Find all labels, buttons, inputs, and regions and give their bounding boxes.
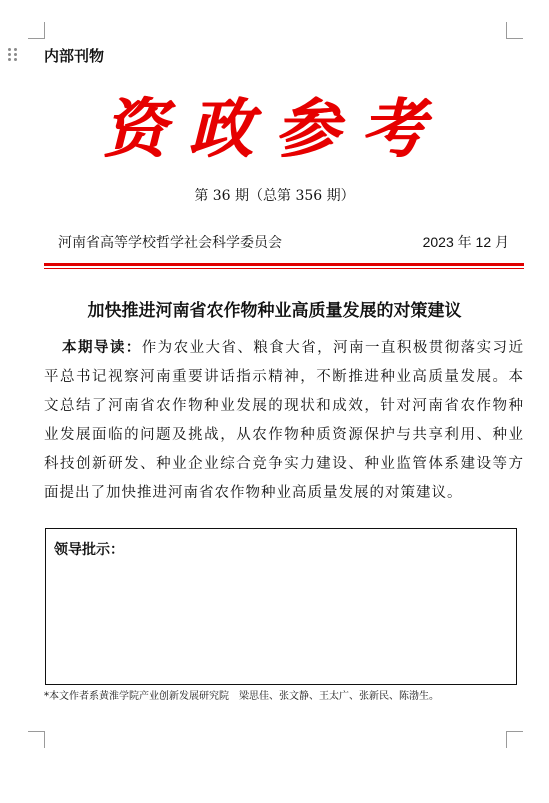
intro-label: 本期导读： xyxy=(62,340,142,356)
header-divider-thin xyxy=(44,268,524,269)
leader-comment-label: 领导批示： xyxy=(54,542,124,558)
article-intro xyxy=(44,334,524,508)
intro-text: 作为农业大省、粮食大省，河南一直积极贯彻落实习近平总书记视察河南重要讲话指示精神，不断推进种业高质量发展。本文总结了河南省农作物种业发展的现状和成效，针对河南省农作物种业发展面临的问题及挑战，从农作物种质资源保护与共享利用、种业科技创新研发、种业企业综合竞争实力建设、种业监管体系建设等方面提出了加快推进河南省农作物种业高质量发展的对策建议。 xyxy=(44,340,525,501)
crop-mark-top-right xyxy=(506,22,523,39)
crop-mark-bottom-left xyxy=(28,731,45,748)
header-divider-thick xyxy=(44,263,524,266)
author-footnote: *本文作者系黄淮学院产业创新发展研究院 梁思佳、张文静、王太广、张新民、陈渤生。 xyxy=(44,691,439,702)
publisher-name: 河南省高等学校哲学社会科学委员会 xyxy=(58,235,282,251)
internal-publication-tag: 内部刊物 xyxy=(44,47,105,65)
masthead-title: 资政参考 xyxy=(102,92,447,167)
article-title: 加快推进河南省农作物种业高质量发展的对策建议 xyxy=(87,301,462,321)
drag-handle-icon[interactable] xyxy=(8,48,18,62)
crop-mark-bottom-right xyxy=(506,731,523,748)
issue-number: 第 36 期（总第 356 期） xyxy=(194,188,355,204)
crop-mark-top-left xyxy=(28,22,45,39)
publication-date: 2023 年 12 月 xyxy=(422,234,509,250)
leader-comment-box[interactable] xyxy=(45,528,517,685)
